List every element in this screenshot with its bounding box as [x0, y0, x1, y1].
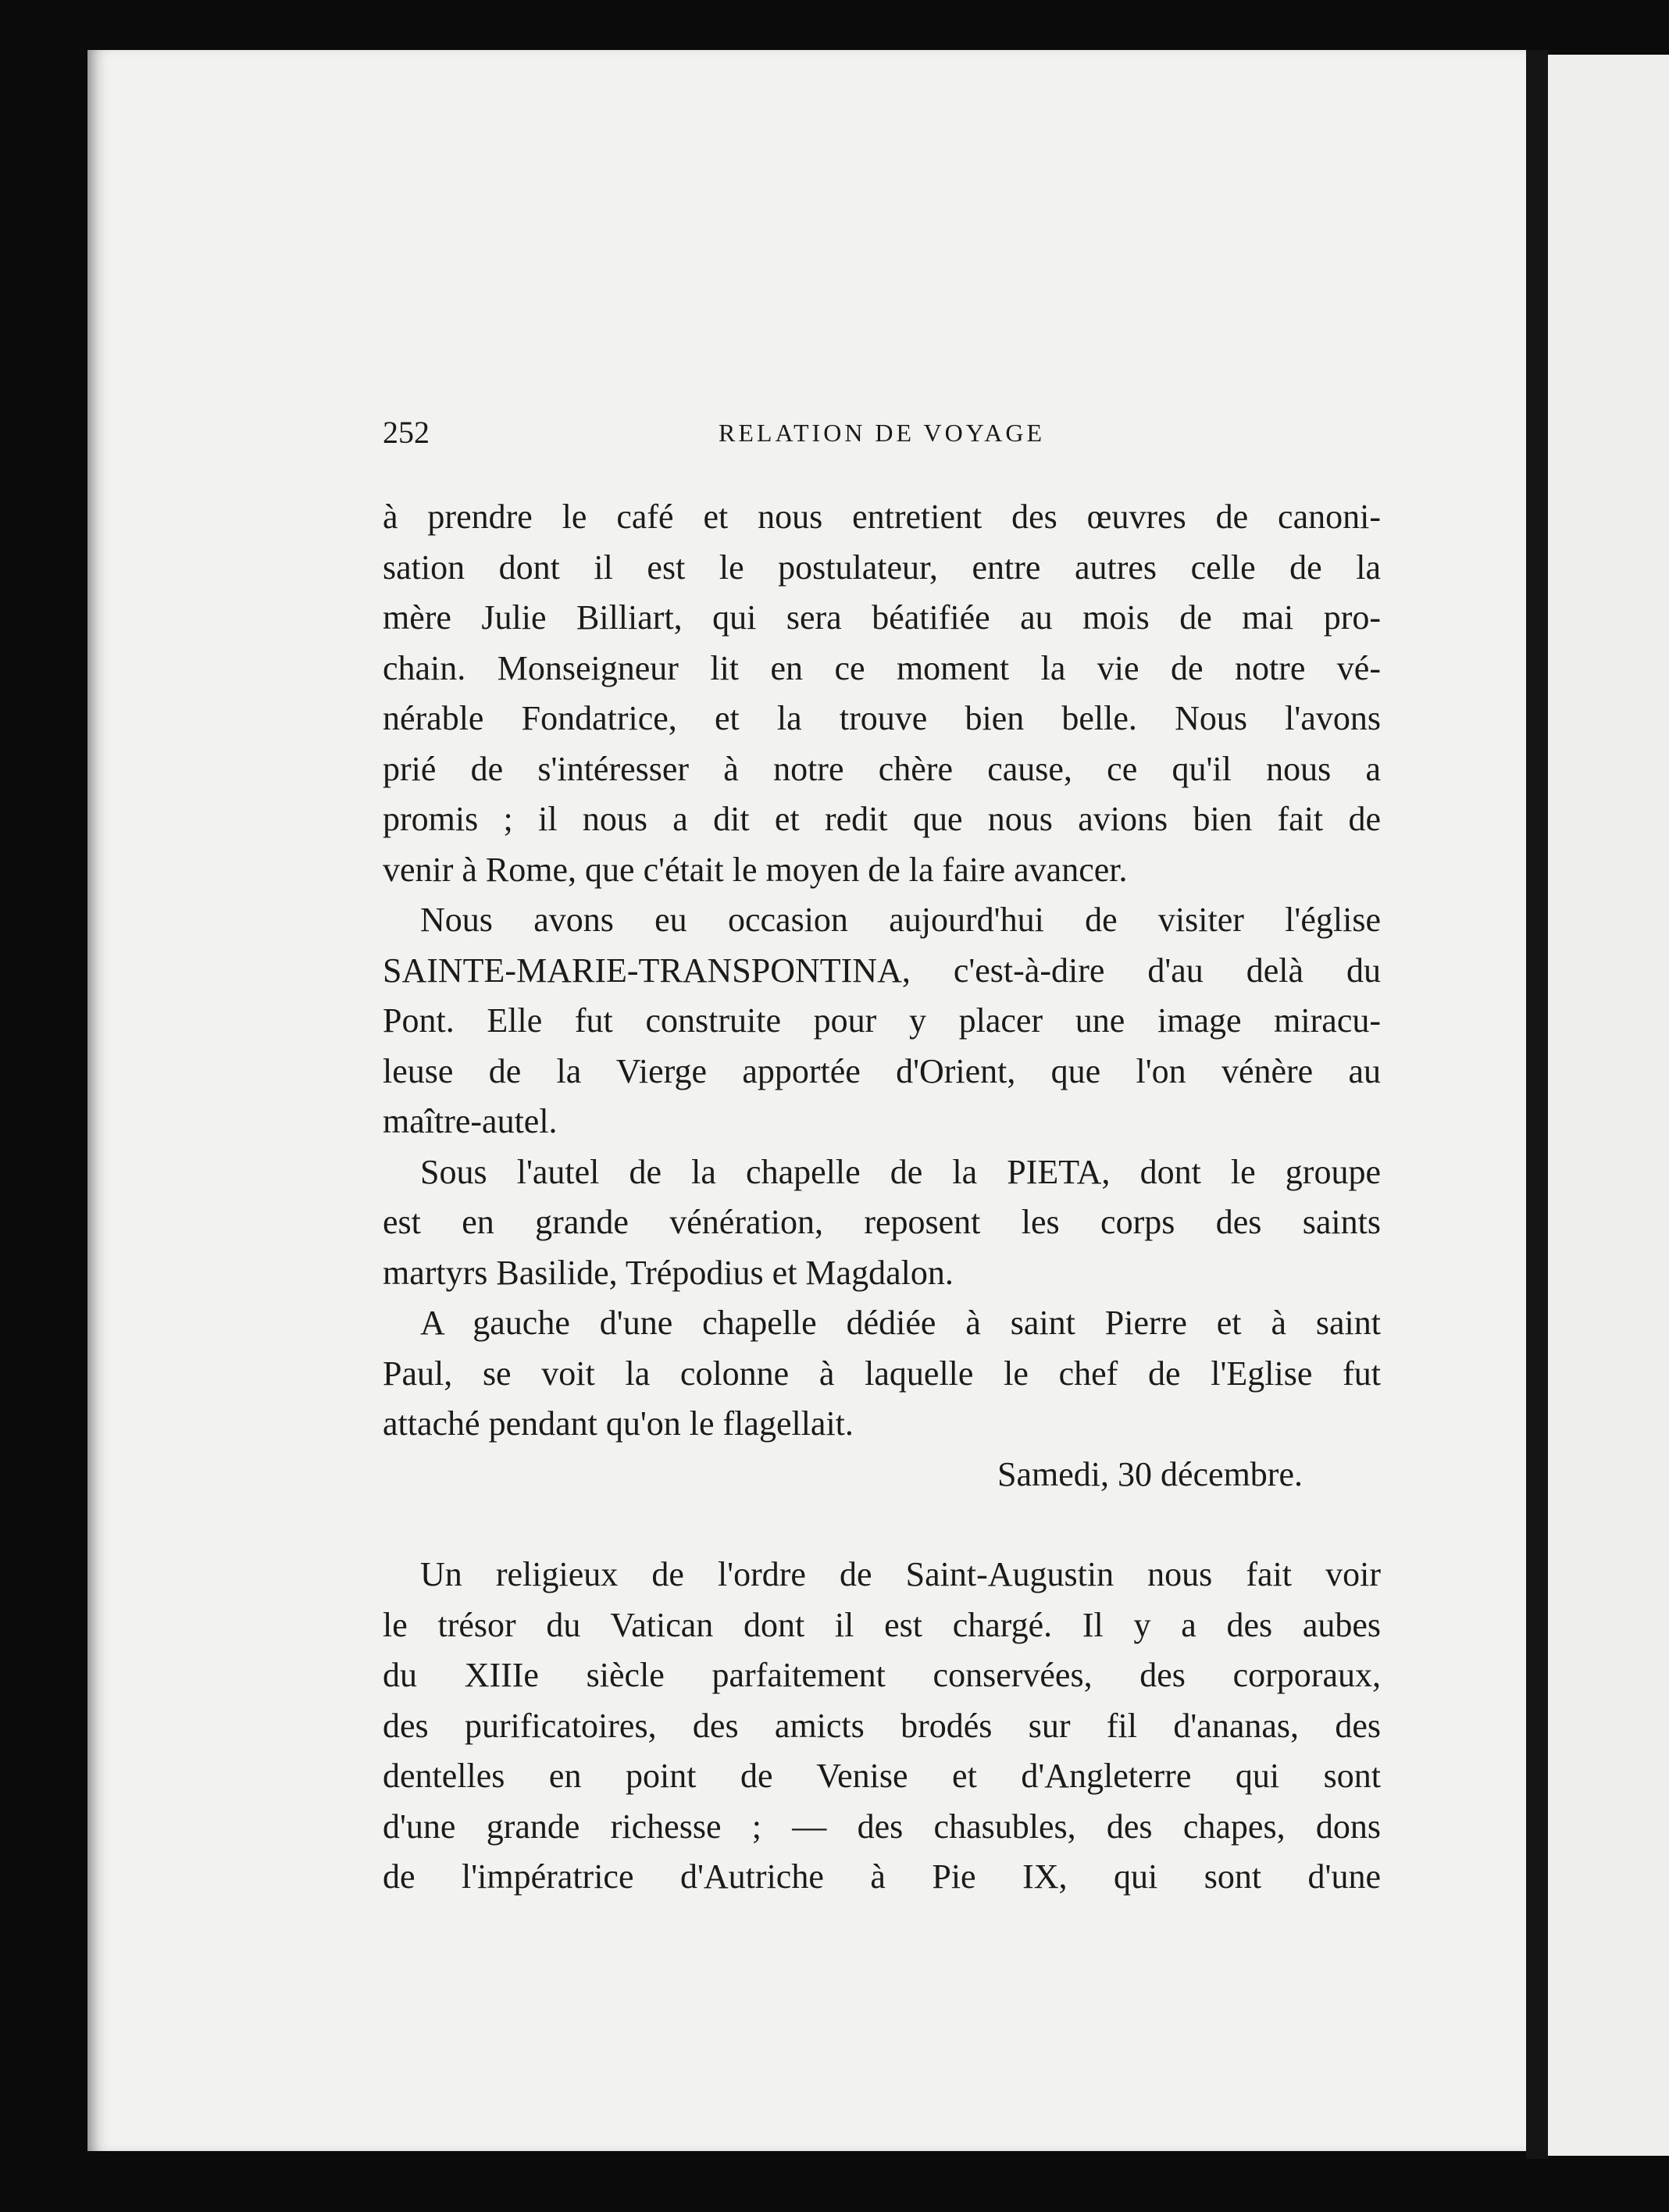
text-line: le trésor du Vatican dont il est chargé. Il y a des aubes — [383, 1605, 1381, 1644]
text-line: Nous avons eu occasion aujourd'hui de visiter l'église — [420, 901, 1381, 939]
text-line: venir à Rome, que c'était le moyen de la faire avancer. — [383, 850, 1128, 889]
text-line: Pont. Elle fut construite pour y placer une image miracu- — [383, 1001, 1381, 1040]
text-line: prié de s'intéresser à notre chère cause, ce qu'il nous a — [383, 749, 1381, 788]
text-line: Sous l'autel de la chapelle de la PIETA, dont le groupe — [420, 1152, 1381, 1191]
text-line: des purificatoires, des amicts brodés sur fil d'ananas, des — [383, 1706, 1381, 1745]
text-line: à prendre le café et nous entretient des œuvres de canoni- — [383, 498, 1381, 536]
text-line: promis ; il nous a dit et redit que nous avions bien fait de — [383, 800, 1381, 838]
text-line: SAINTE-MARIE-TRANSPONTINA, c'est-à-dire d'au delà du — [383, 951, 1381, 990]
text-line: de l'impératrice d'Autriche à Pie IX, qui sont d'une — [383, 1857, 1381, 1896]
text-line: A gauche d'une chapelle dédiée à saint Pierre et à saint — [420, 1304, 1381, 1342]
dateline: Samedi, 30 décembre. — [997, 1454, 1303, 1493]
text-line: est en grande vénération, reposent les corps des saints — [383, 1203, 1381, 1241]
text-line: dentelles en point de Venise et d'Angleterre qui sont — [383, 1757, 1381, 1795]
text-line: d'une grande richesse ; — des chasubles, des chapes, dons — [383, 1807, 1381, 1846]
page-header — [383, 414, 1382, 461]
text-line: du XIIIe siècle parfaitement conservées, des corporaux, — [383, 1656, 1381, 1694]
text-line: chain. Monseigneur lit en ce moment la vie de notre vé- — [383, 648, 1381, 687]
adjacent-page-edge — [1548, 55, 1669, 2156]
text-line: Un religieux de l'ordre de Saint-Augustin nous fait voir — [420, 1555, 1381, 1593]
text-line: sation dont il est le postulateur, entre autres celle de la — [383, 548, 1381, 587]
text-line: maître-autel. — [383, 1102, 558, 1140]
text-line: nérable Fondatrice, et la trouve bien belle. Nous l'avons — [383, 699, 1381, 737]
text-line: attaché pendant qu'on le flagellait. — [383, 1404, 854, 1443]
running-title: RELATION DE VOYAGE — [719, 419, 1046, 447]
paragraph-gap — [383, 1500, 1381, 1550]
text-line: mère Julie Billiart, qui sera béatifiée au mois de mai pro- — [383, 598, 1381, 637]
text-line: martyrs Basilide, Trépodius et Magdalon. — [383, 1253, 954, 1292]
page-gutter — [1526, 50, 1548, 2159]
page-number: 252 — [383, 415, 430, 450]
text-line: Paul, se voit la colonne à laquelle le chef de l'Eglise fut — [383, 1354, 1381, 1393]
body-text — [383, 492, 1381, 1903]
text-line: leuse de la Vierge apportée d'Orient, que l'on vénère au — [383, 1051, 1381, 1090]
